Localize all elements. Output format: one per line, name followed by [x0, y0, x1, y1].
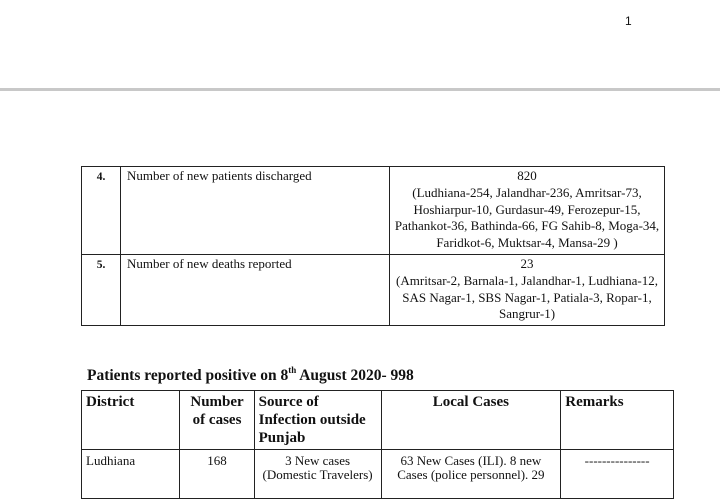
column-header-local-cases: Local Cases	[381, 391, 561, 450]
row-description: Number of new deaths reported	[121, 254, 390, 325]
row-value	[390, 254, 665, 325]
deaths-breakdown: (Amritsar-2, Barnala-1, Jalandhar-1, Ludhiana-12, SAS Nagar-1, SBS Nagar-1, Patiala-3, Ropar-1, Sangrur-1)	[396, 272, 658, 322]
section-title: Patients reported positive on 8th August 2020- 998	[87, 365, 414, 384]
summary-table	[81, 166, 665, 326]
positive-cases-table	[81, 390, 674, 499]
deaths-total: 23	[520, 255, 534, 271]
source-cell: 3 New cases (Domestic Travelers)	[254, 450, 381, 499]
remarks-cell: ---------------	[561, 450, 674, 499]
row-number: 5.	[82, 254, 121, 325]
row-number: 4.	[82, 167, 121, 255]
column-header-source: Source of Infection outside Punjab	[254, 391, 381, 450]
header-divider	[0, 88, 720, 91]
district-cell: Ludhiana	[82, 450, 180, 499]
discharged-breakdown: (Ludhiana-254, Jalandhar-236, Amritsar-73, Hoshiarpur-10, Gurdasur-49, Ferozepur-15, Pathankot-36, Bathinda-66, FG Sahib-8, Moga-34, Faridkot-6, Muktsar-4, Mansa-29 )	[394, 184, 660, 251]
discharged-total: 820	[517, 168, 537, 183]
column-header-remarks: Remarks	[561, 391, 674, 450]
column-header-district: District	[82, 391, 180, 450]
table-row	[82, 450, 674, 499]
page-number: 1	[625, 14, 632, 28]
row-value	[390, 167, 665, 255]
cases-cell: 168	[180, 450, 254, 499]
table-row	[82, 167, 665, 255]
local-cases-cell: 63 New Cases (ILI). 8 new Cases (police personnel). 29	[381, 450, 561, 499]
row-description: Number of new patients discharged	[121, 167, 390, 255]
column-header-number-of-cases: Number of cases	[180, 391, 254, 450]
table-row	[82, 254, 665, 325]
table-header-row	[82, 391, 674, 450]
